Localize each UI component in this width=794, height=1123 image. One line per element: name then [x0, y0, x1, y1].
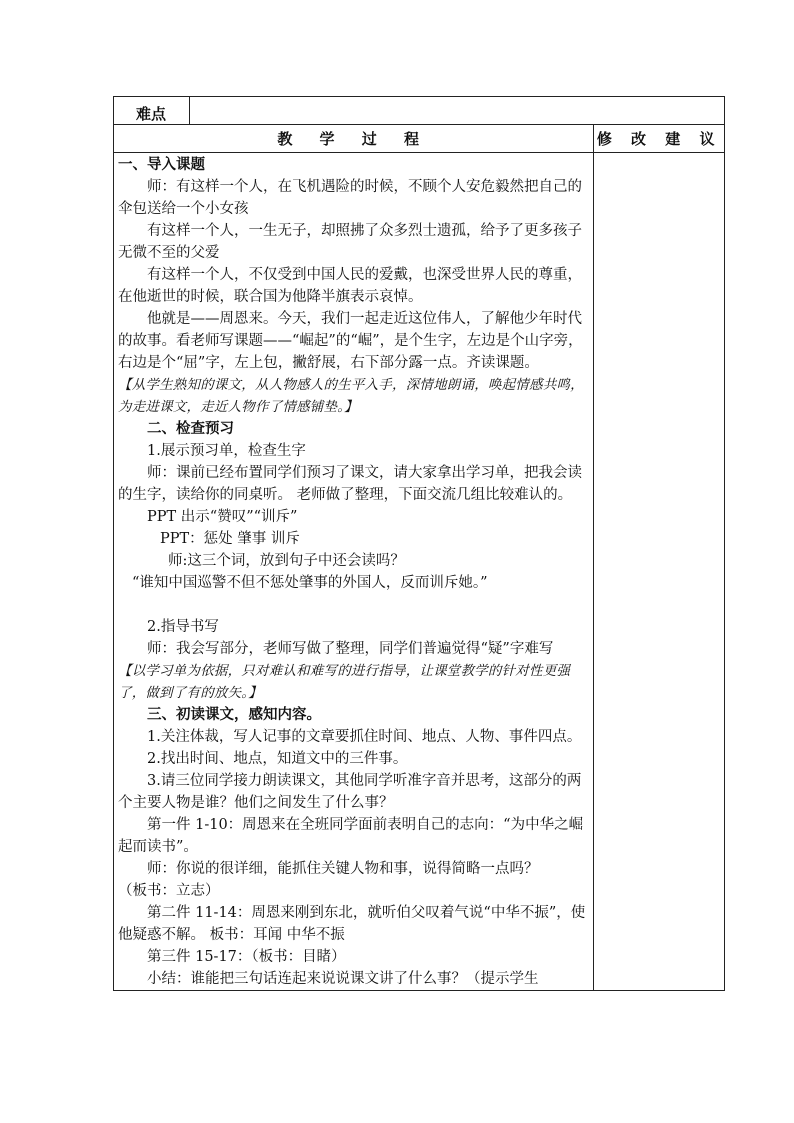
step-item: 2.找出时间、地点，知道文中的三件事。 [147, 751, 408, 767]
event-item: 第二件 11-14：周恩来刚到东北，就听伯父叹着气说“中华不振”，使他疑惑不解。 板书：耳闻 中华不振 [118, 905, 586, 943]
section-1-title: 一、导入课题 [118, 156, 205, 173]
revision-suggestion-cell [594, 153, 725, 991]
section-2-title: 二、检查预习 [147, 420, 234, 437]
paragraph: 师：有这样一个人，在飞机遇险的时候，不顾个人安危毅然把自己的伞包送给一个小女孩 [118, 179, 582, 217]
paragraph: 有这样一个人，一生无子，却照拂了众多烈士遗孤，给予了更多孩子无微不至的父爱 [118, 223, 582, 261]
blank-line [118, 594, 591, 616]
board-note: （板书：立志） [118, 883, 220, 899]
lesson-plan-table [113, 96, 725, 991]
step-item: 3.请三位同学接力朗读课文，其他同学听准字音并思考，这部分的两个主要人物是谁？他们之间发生了什么事？ [118, 773, 582, 811]
teacher-question: 师：你说的很详细，能抓住关键人物和事，说得简略一点吗？ [147, 861, 539, 877]
step-item: 1.关注体裁，写人记事的文章要抓住时间、地点、人物、事件四点。 [147, 729, 582, 745]
summary: 小结：谁能把三句话连起来说说课文讲了什么事？（提示学生 [147, 971, 539, 987]
header-row [114, 125, 725, 153]
content-row [114, 153, 725, 991]
revision-suggestion-title: 修 改 建 议 [596, 130, 722, 148]
revision-suggestion-header [594, 125, 725, 153]
step-item: 2.指导书写 [147, 619, 219, 635]
design-note: 【从学生熟知的课文，从人物感人的生平入手，深情地朗诵，唤起情感共鸣，为走进课文，走近人物作了情感铺垫。】 [118, 377, 584, 415]
paragraph: 有这样一个人，不仅受到中国人民的爱戴，也深受世界人民的尊重，在他逝世的时候，联合国为他降半旗表示哀悼。 [118, 267, 582, 305]
teaching-process-header [114, 125, 594, 153]
section-3-title: 三、初读课文，感知内容。 [147, 706, 321, 723]
difficulty-row [114, 97, 725, 125]
teaching-process-title: 教 学 过 程 [277, 130, 430, 148]
quote-sentence: “谁知中国巡警不但不惩处肇事的外国人，反而训斥她。” [132, 575, 488, 591]
design-note: 【以学习单为依据，只对难认和难写的进行指导，让课堂教学的针对性更强了，做到了有的放矢。】 [118, 663, 571, 701]
ppt-line: PPT 出示“赞叹”“训斥” [147, 509, 298, 525]
event-item: 第一件 1-10：周恩来在全班同学面前表明自己的志向：“为中华之崛起而读书”。 [118, 817, 584, 855]
paragraph: 师：我会写部分，老师写做了整理，同学们普遍觉得“疑”字难写 [147, 641, 554, 657]
difficulty-value [190, 97, 725, 125]
step-item: 1.展示预习单，检查生字 [147, 443, 306, 459]
paragraph: 他就是——周恩来。今天，我们一起走近这位伟人，了解他少年时代的故事。看老师写课题——“崛起”的“崛”，是个生字，左边是个山字旁，右边是个“屈”字，左上包，撇舒展，右下部分露一点。齐读课题。 [118, 311, 583, 371]
teaching-process-content [114, 153, 594, 991]
paragraph: 师：课前已经布置同学们预习了课文，请大家拿出学习单，把我会读的生字，读给你的同桌听。 老师做了整理，下面交流几组比较难认的。 [118, 465, 582, 503]
ppt-line: PPT：惩处 肇事 训斥 [160, 531, 300, 547]
difficulty-label: 难点 [114, 97, 190, 125]
teacher-question: 师:这三个词，放到句子中还会读吗？ [168, 553, 405, 569]
event-item: 第三件 15-17：（板书：目睹） [147, 949, 346, 965]
